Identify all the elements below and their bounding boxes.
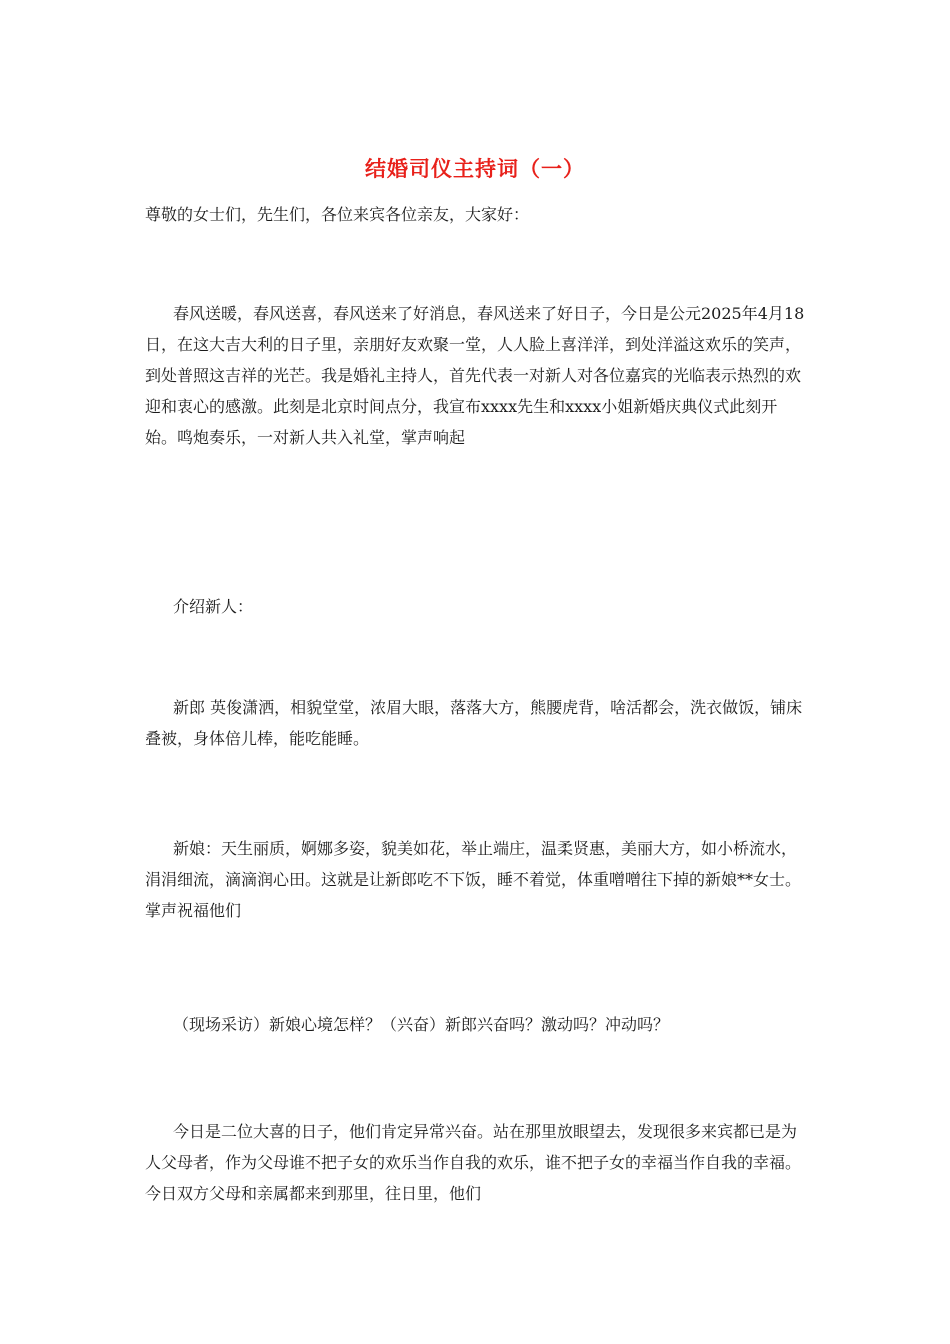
groom-paragraph: 新郎 英俊潇洒，相貌堂堂，浓眉大眼，落落大方，熊腰虎背，啥活都会，洗衣做饭，铺床叠被，身体倍儿棒，能吃能睡。 <box>145 698 803 748</box>
greeting-paragraph: 尊敬的女士们，先生们，各位来宾各位亲友，大家好： <box>145 205 530 224</box>
bride-paragraph: 新娘：天生丽质，婀娜多姿，貌美如花，举止端庄，温柔贤惠，美丽大方，如小桥流水，涓涓细流，滴滴润心田。这就是让新郎吃不下饭，睡不着觉，体重噌噌往下掉的新娘**女士。掌声祝福他们 <box>145 839 802 920</box>
parents-paragraph: 今日是二位大喜的日子，他们肯定异常兴奋。站在那里放眼望去，发现很多来宾都已是为人父母者，作为父母谁不把子女的欢乐当作自我的欢乐，谁不把子女的幸福当作自我的幸福。今日双方父母和亲属都来到那里，往日里，他们 <box>145 1122 802 1203</box>
opening-paragraph: 春风送暖，春风送喜，春风送来了好消息，春风送来了好日子，今日是公元2025年4月18日，在这大吉大利的日子里，亲朋好友欢聚一堂，人人脸上喜洋洋，到处洋溢这欢乐的笑声，到处普照这吉祥的光芒。我是婚礼主持人，首先代表一对新人对各位嘉宾的光临表示热烈的欢迎和衷心的感激。此刻是北京时间点分，我宣布xxxx先生和xxxx小姐新婚庆典仪式此刻开始。鸣炮奏乐，一对新人共入礼堂，掌声响起 <box>145 304 805 447</box>
interview-paragraph: （现场采访）新娘心境怎样？（兴奋）新郎兴奋吗？激动吗？冲动吗？ <box>173 1015 670 1034</box>
document-title: 结婚司仪主持词（一） <box>365 157 585 181</box>
intro-paragraph: 介绍新人： <box>173 597 254 616</box>
